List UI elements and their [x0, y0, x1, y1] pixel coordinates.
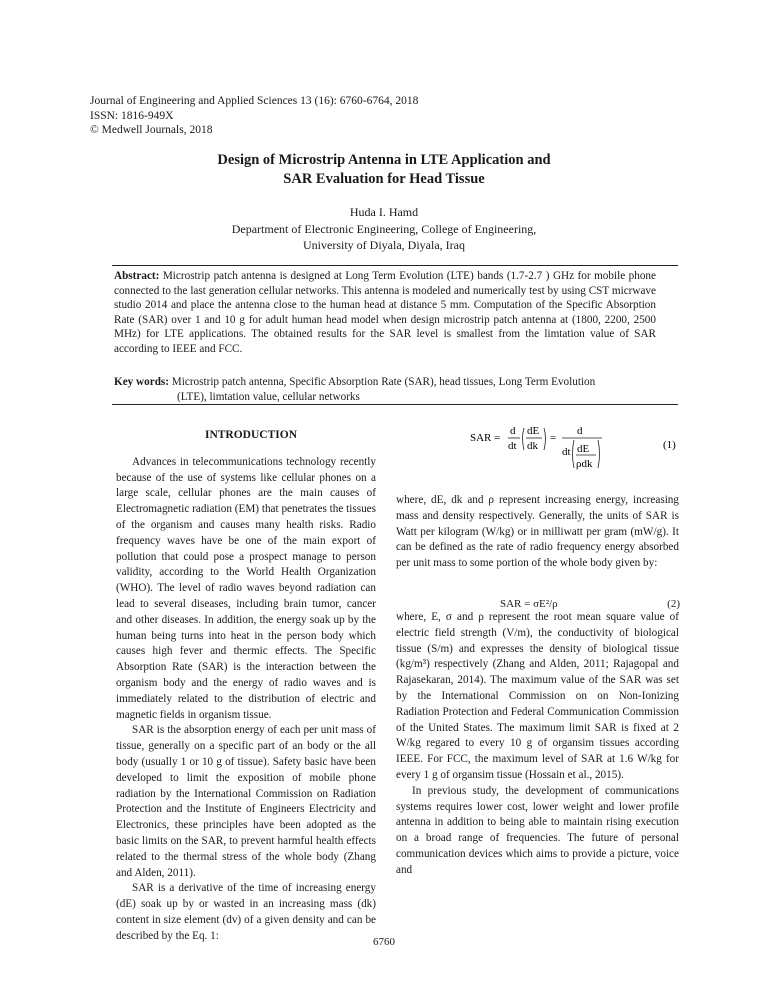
intro-paragraph-3: SAR is a derivative of the time of increasing energy (dE) soak up by or wasted in an increasing mass (dk) content in size element (dv) of a given density and can be described by the Eq. 1:	[116, 882, 376, 942]
eq2-number: (2)	[667, 598, 680, 610]
equation-1	[470, 424, 680, 474]
title-line-1: Design of Microstrip Antenna in LTE Application and	[217, 152, 551, 168]
eq1-dt: dt	[508, 440, 517, 452]
eq1-d-top-2: d	[577, 425, 583, 437]
eq1-dE-2: dE	[577, 443, 590, 455]
author-department: Department of Electronic Engineering, College of Engineering,	[231, 221, 537, 236]
keywords-line-2: (LTE), limtation value, cellular networks	[177, 390, 360, 403]
keywords-line-1: Microstrip patch antenna, Specific Absorption Rate (SAR), head tissues, Long Term Evolution	[171, 376, 596, 388]
right-column	[396, 493, 679, 879]
eq1-pdk: ρdk	[576, 458, 593, 470]
section-heading-introduction: INTRODUCTION	[204, 429, 297, 441]
keywords	[114, 375, 656, 404]
eq2-formula: SAR = σE²/ρ	[500, 598, 558, 610]
intro-paragraph-1: Advances in telecommunications technology recently because of the use of systems like cellular phones on a large scale, cellular phones are the main causes of Electromagnetic radiation (EM) that penetrates the tissues of the organism and causes many health risks. Radio frequency waves have be one of the main export of pollution that could pose a prospect manage to person validity, according to the World Health Organization (WHO). The level of radio waves beyond radiation can lead to several diseases, including brain tumor, cancer and other diseases. In addition, the energy soak up by the human being turns into heat in the person body which causes high fever and thermic effects. The Specific Absorption Rate (SAR) is the interaction between the organism body and the energy of radio waves and is immediately related to the distribution of electric and magnetic fields in organism tissue.	[116, 455, 376, 721]
equation-1-formula	[470, 424, 680, 476]
journal-header	[90, 94, 418, 138]
author-university: University of Diyala, Diyala, Iraq	[303, 238, 465, 252]
left-column	[116, 428, 376, 945]
abstract	[114, 269, 656, 356]
eq1-dt-2: dt	[562, 446, 571, 458]
issn: ISSN: 1816-949X	[90, 109, 174, 122]
keywords-bottom-rule	[112, 404, 678, 405]
page-number: 6760	[373, 936, 395, 948]
title-line-2: SAR Evaluation for Head Tissue	[283, 171, 485, 187]
author-name: Huda I. Hamd	[349, 205, 419, 219]
eq1-dE: dE	[527, 425, 540, 437]
eq1-equals: =	[550, 432, 557, 444]
copyright: © Medwell Journals, 2018	[90, 124, 213, 136]
eq1-d-top: d	[510, 425, 516, 437]
eq1-number: (1)	[663, 439, 676, 451]
right-paragraph-2: where, E, σ and ρ represent the root mean square value of electric field strength (V/m), the conductivity of biological tissue (S/m) and expresses the density of biological tissue (kg/m³) respectively (Zhang and Alden, 2011; Rajagopal and Rajasekaran, 2014). The maximum value of the SAR was set by the International Commission on on Non-Ionizing Radiation Protection and Federal Communication Commission of the United States. The maximum limit SAR is fixed at 2 W/kg regared to every 10 g of organsim tissues according IEEE. For FCC, the maximum level of SAR at 1.6 W/kg for every 1 g of organsim tissue (Hossain et al., 2015).	[396, 610, 679, 781]
journal-citation: Journal of Engineering and Applied Sciences 13 (16): 6760-6764, 2018	[90, 95, 419, 107]
abstract-label: Abstract:	[114, 270, 160, 282]
right-paragraph-3: In previous study, the development of communications systems requires lower cost, lower weight and lower profile antenna in addition to being able to maintain rising execution on a broad range of frequencies. The future of personal communication devices which aims to provide a picture, voice and	[396, 784, 679, 876]
abstract-text: Microstrip patch antenna is designed at Long Term Evolution (LTE) bands (1.7-2.7 ) GHz for mobile phone connected to the last generation cellular networks. This antenna is modeled and numerically test by using CST micrwave studio 2014 and place the antenna close to the human head at distance 5 mm. Computation of the Specific Absorption Rate (SAR) over 1 and 10 g for adult human head model when design microstrip patch antenna at (1800, 2200, 2500 MHz) for LTE applications. The obtained results for the SAR level is smallest from the limtation value of SAR according to IEEE and FCC.	[114, 270, 656, 355]
author-block	[90, 204, 678, 254]
abstract-top-rule	[112, 265, 678, 266]
right-paragraph-1: where, dE, dk and ρ represent increasing energy, increasing mass and density respectively. Generally, the units of SAR is Watt per kilogram (W/kg) or in milliwatt per gram (mW/g). It can be defined as the rate of radio frequency energy absorbed per unit mass to some portion of the whole body given by:	[396, 494, 679, 570]
eq1-dk: dk	[527, 440, 538, 452]
eq1-lhs: SAR =	[470, 432, 501, 444]
intro-paragraph-2: SAR is the absorption energy of each per unit mass of tissue, generally on a specific part of an body or the all body (usually 1 or 10 g of tissue). Safety basic have been developed to limit the exposition of mobile phone radiation by the International Commission on Radiation Protection and the Institute of Engineers Electricity and Electronics, these principles have been adopted as the basic limits on the SAR, to prevent harmful health effects related to the thermal stress of the whole body (Zhang and Alden, 2011).	[116, 724, 376, 879]
keywords-label: Key words:	[114, 376, 169, 388]
paper-title	[90, 151, 678, 189]
